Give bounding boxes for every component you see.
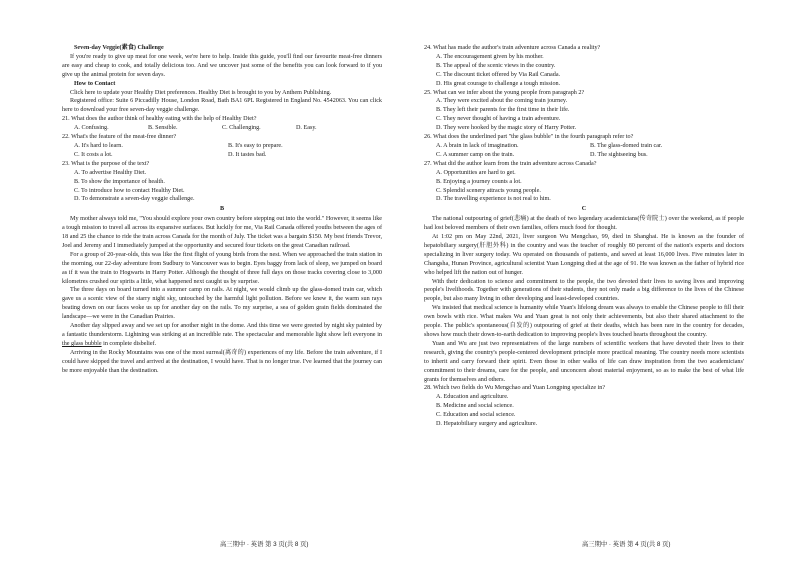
contact-heading: How to Contact bbox=[74, 80, 116, 87]
question-26-options bbox=[424, 142, 744, 151]
passage-c-paragraph: Wu insisted that medical science is humanity while Yuan's lifelong dream was always to enable the Chinese people to fill their own bowls with rice. What makes Wu and Yuan great is not only their achievements, but also their shared attachment to the people. The public's spontaneous(自发的) outpouring of grief at their deaths, which has been rare in the country for decades, shows how much their down-to-earth dedication to improving people's lives touched hearts throughout the country. bbox=[424, 305, 744, 338]
passage-c-paragraph: At 1:02 pm on May 22nd, 2021, liver surgeon Wu Mengchao, 99, died in Shanghai. He is known as the founder of hepatobiliary surgery(肝胆外科) in the country and was the teacher of roughly 80 percent of the nation's experts and doctors specializing in liver surgery today. Wu operated on thousands of patients, and saved at least 16,000 lives. Five minutes later in Changsha, Hunan Province, agricultural scientist Yuan Longping died at the age of 91. He was known as the father of hybrid rice who helped lift the nation out of hunger. bbox=[424, 234, 744, 276]
passage-b-paragraph: My mother always told me, "You should explore your own country before stepping out into the world." However, it seems like a tough mission to travel all across its expansive surfaces. But luckily for me, Via Rail Canada offered youths between the ages of 18 and 25 the chance to ride the train across Canada for the month of July. The ticket was a bargain $150. My best friends Trevor, Joel and Jeremy and I immediately jumped at the opportunity and secured four tickets on the great Canadian railroad. bbox=[62, 216, 382, 249]
left-column bbox=[62, 44, 382, 376]
passage-a-paragraph: Click here to update your Healthy Diet preferences. Healthy Diet is brought to you by Anthem Publishing. bbox=[70, 89, 332, 96]
section-c-heading: C bbox=[581, 206, 587, 213]
option: A. Opportunities are hard to get. bbox=[436, 169, 516, 176]
option: A. Education and agriculture. bbox=[436, 394, 509, 401]
passage-b-paragraph: For a group of 20-year-olds, this was like the first flight of young birds from the nest. When we approached the train station in the morning, our 22-day adventure from Sudbury to Vancouver was to begin. Eyes baggy from lack of sleep, we jumped on board as if it was the train to Hogwarts in Harry Potter. Although the thought of three full days on those tracks covering close to 3,000 kilometres crushed our spirits a little, what happened next caught us by surprise. bbox=[62, 251, 382, 285]
option: A. Confusing. bbox=[74, 125, 109, 132]
question-22: 22. What's the feature of the meat-free dinner? bbox=[62, 134, 177, 141]
question-24: 24. What has made the author's train adventure across Canada a reality? bbox=[424, 45, 601, 51]
option: C. Education and social science. bbox=[436, 412, 516, 419]
passage-c-paragraph: Yuan and Wu are just two representatives of the large numbers of scientific workers that have devoted their lives to their research, giving the country's people-centered development principle more practical meaning. The country needs more scientists to inherit and carry forward their spirit. Even those in other walks of life can draw inspiration from the two academicians' commitment to their dreams, care for the people, and unconcern about material enjoyment, so as to make the best of what life grants for themselves and others. bbox=[424, 340, 744, 383]
option: B. Enjoying a journey counts a lot. bbox=[436, 178, 522, 185]
option: D. They were hooked by the magic story of Harry Potter. bbox=[436, 125, 577, 132]
option: A. To advertise Healthy Diet. bbox=[74, 169, 147, 176]
passage-c-paragraph: With their dedication to science and commitment to the people, the two devoted their lives to saving lives and improving people's livelihoods. Together with generations of their students, they not only made a big difference to the lives of the Chinese people, but also many living in other developing and least-developed countries. bbox=[424, 278, 744, 303]
option: B. It's easy to prepare. bbox=[228, 142, 283, 149]
option: B. To show the importance of health. bbox=[74, 178, 165, 185]
option: C. To introduce how to contact Healthy Diet. bbox=[74, 187, 185, 194]
passage-c-paragraph: The national outpouring of grief(悲痛) at the death of two legendary academicians(传奇院士) over the weekend, as if people had lost beloved members of their own families, offers much food for thought. bbox=[424, 216, 744, 232]
page-footer-right: 高三期中 · 英语 第 4 页(共 8 页) bbox=[582, 541, 671, 548]
passage-b-paragraph: The three days on board turned into a summer camp on rails. At night, we would climb up the glass-domed train car, which gave us a scenic view of the starry night sky, untouched by the harmful light pollution. Before we knew it, the warm sun rays beating down on our faces woke us up for another day on the rails. To my surprise, a sea of golden grain fields dominated the landscape—we were in the Canadian Prairies. bbox=[62, 287, 382, 321]
option: C. Splendid scenery attracts young people. bbox=[436, 187, 541, 194]
passage-a-paragraph: If you're ready to give up meat for one week, we're here to help. Inside this guide, you'll find our favourite meat-free dinners are easy and cheap to cook, and totally delicious too. And we uncover just some of the benefits you can look forward to if you give up the animal protein for seven days. bbox=[62, 53, 382, 78]
option: A. The encouragement given by his mother. bbox=[436, 53, 544, 60]
question-28: 28. Which two fields do Wu Mengchao and Yuan Longping specialize in? bbox=[424, 385, 606, 392]
question-26: 26. What does the underlined part "the glass bubble" in the fourth paragraph refer to? bbox=[424, 134, 634, 141]
option: D. To demonstrate a seven-day veggie challenge. bbox=[74, 196, 195, 203]
passage-b-paragraph: Another day slipped away and we set up for another night in the dome. And this time we were greeted by night sky painted by a fantastic thunderstorm. Lightning was striking at an incredible rate. The spectacular and memorable light show left everyone in the glass bubble in complete disbelief. bbox=[62, 323, 382, 347]
option: D. Easy. bbox=[296, 125, 317, 132]
option: B. Medicine and social science. bbox=[436, 403, 514, 410]
option: A. A brain in lack of imagination. bbox=[436, 142, 519, 149]
option: B. The glass-domed train car. bbox=[590, 142, 663, 149]
question-22-options bbox=[62, 142, 382, 151]
question-27: 27. What did the author learn from the train adventure across Canada? bbox=[424, 160, 597, 167]
underlined-phrase: the glass bubble bbox=[62, 340, 102, 347]
option: D. It tastes bad. bbox=[228, 151, 267, 158]
option: B. Sensible. bbox=[148, 125, 178, 132]
question-21: 21. What does the author think of healthy eating with the help of Healthy Diet? bbox=[62, 116, 257, 123]
option: B. The appeal of the scenic views in the country. bbox=[436, 62, 556, 69]
option: C. The discount ticket offered by Via Rail Canada. bbox=[436, 71, 561, 78]
option: C. A summer camp on the train. bbox=[436, 151, 515, 158]
question-22-options bbox=[62, 151, 382, 160]
section-a-title: Seven-day Veggie(素食) Challenge bbox=[74, 45, 164, 51]
option: C. Challenging. bbox=[222, 125, 261, 132]
passage-a-paragraph: Registered office: Suite 6 Piccadilly House, London Road, Bath BA1 6PL Registered in England No. 4542063. You can click here to download your free seven-day veggie challenge. bbox=[62, 98, 382, 114]
option: D. The travelling experience is not real to him. bbox=[436, 196, 551, 203]
section-b-heading: B bbox=[219, 206, 225, 213]
right-column bbox=[424, 44, 744, 429]
option: D. His great courage to challenge a tough mission. bbox=[436, 80, 561, 87]
option: C. They never thought of having a train adventure. bbox=[436, 116, 561, 123]
question-23: 23. What is the purpose of the text? bbox=[62, 160, 150, 167]
question-21-options bbox=[62, 124, 382, 133]
question-25: 25. What can we infer about the young people from paragraph 2? bbox=[424, 89, 585, 96]
question-26-options bbox=[424, 151, 744, 160]
option: A. They were excited about the coming train journey. bbox=[436, 98, 568, 105]
option: D. Hepatobiliary surgery and agriculture. bbox=[436, 421, 538, 428]
option: B. They left their parents for the first time in their life. bbox=[436, 107, 570, 114]
option: A. It's hard to learn. bbox=[74, 142, 123, 149]
page-footer-left: 高三期中 · 英语 第 3 页(共 8 页) bbox=[220, 541, 309, 548]
option: D. The sightseeing bus. bbox=[590, 151, 648, 158]
option: C. It costs a lot. bbox=[74, 151, 113, 158]
passage-b-paragraph: Arriving in the Rocky Mountains was one of the most surreal(离奇的) experiences of my life. Before the train adventure, if I could have skipped the travel and arrived at the destination, I would have. That is no longer true. I've learned that the journey can be more enjoyable than the destination. bbox=[62, 349, 382, 374]
